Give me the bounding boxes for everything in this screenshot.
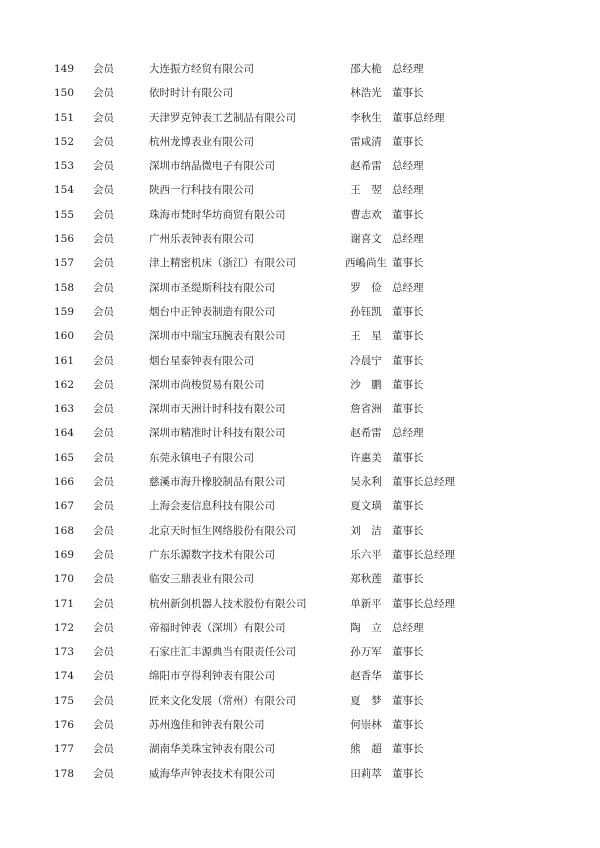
member-type: 会员 bbox=[93, 767, 114, 780]
table-row bbox=[0, 567, 600, 591]
member-type: 会员 bbox=[93, 378, 114, 391]
representative-title: 董事长 bbox=[392, 743, 424, 756]
member-number: 157 bbox=[54, 257, 75, 270]
table-row bbox=[0, 397, 600, 421]
representative-name: 西嶋尚生 bbox=[345, 257, 387, 270]
member-number: 174 bbox=[54, 670, 75, 683]
member-number: 153 bbox=[54, 160, 75, 173]
member-type: 会员 bbox=[93, 621, 114, 634]
representative-title: 董事长 bbox=[392, 451, 424, 464]
member-number: 176 bbox=[54, 719, 75, 732]
member-type: 会员 bbox=[93, 451, 114, 464]
table-row bbox=[0, 106, 600, 130]
company-name: 广东乐源数字技术有限公司 bbox=[149, 548, 275, 561]
member-type: 会员 bbox=[93, 208, 114, 221]
representative-name: 孙钰凯 bbox=[350, 305, 382, 318]
representative-name: 夏 梦 bbox=[350, 694, 382, 707]
member-type: 会员 bbox=[93, 63, 114, 75]
table-row bbox=[0, 81, 600, 105]
company-name: 陕西一行科技有限公司 bbox=[149, 184, 254, 197]
member-number: 178 bbox=[54, 767, 75, 780]
member-number: 172 bbox=[54, 621, 75, 634]
representative-title: 总经理 bbox=[392, 233, 424, 246]
member-number: 170 bbox=[54, 573, 75, 586]
representative-title: 董事长 bbox=[392, 208, 424, 221]
table-row bbox=[0, 640, 600, 664]
member-number: 177 bbox=[54, 743, 75, 756]
company-name: 烟台星泰钟表有限公司 bbox=[149, 354, 254, 367]
company-name: 深圳市天洲计时科技有限公司 bbox=[149, 403, 286, 416]
member-type: 会员 bbox=[93, 281, 114, 294]
table-row bbox=[0, 300, 600, 324]
representative-title: 董事长 bbox=[392, 524, 424, 537]
company-name: 东莞永镇电子有限公司 bbox=[149, 451, 254, 464]
company-name: 帝福时钟表（深圳）有限公司 bbox=[149, 621, 286, 634]
member-type: 会员 bbox=[93, 548, 114, 561]
representative-title: 总经理 bbox=[392, 621, 424, 634]
member-type: 会员 bbox=[93, 160, 114, 173]
company-name: 临安三鼎表业有限公司 bbox=[149, 573, 254, 586]
representative-name: 熊 超 bbox=[350, 743, 382, 756]
member-number: 163 bbox=[54, 403, 75, 416]
table-row bbox=[0, 664, 600, 688]
table-row bbox=[0, 470, 600, 494]
member-type: 会员 bbox=[93, 719, 114, 732]
representative-title: 董事长 bbox=[392, 330, 424, 343]
member-number: 156 bbox=[54, 233, 75, 246]
company-name: 天津罗克钟表工艺制品有限公司 bbox=[149, 111, 296, 124]
table-row bbox=[0, 349, 600, 373]
member-number: 160 bbox=[54, 330, 75, 343]
member-type: 会员 bbox=[93, 257, 114, 270]
representative-title: 董事长 bbox=[392, 354, 424, 367]
table-row bbox=[0, 276, 600, 300]
representative-title: 董事长总经理 bbox=[392, 476, 455, 489]
table-row bbox=[0, 57, 600, 81]
company-name: 慈溪市海升橡胶制品有限公司 bbox=[149, 476, 286, 489]
member-type: 会员 bbox=[93, 87, 114, 100]
company-name: 湖南华美珠宝钟表有限公司 bbox=[149, 743, 275, 756]
representative-name: 赵香华 bbox=[350, 670, 382, 683]
member-type: 会员 bbox=[93, 573, 114, 586]
representative-title: 董事长 bbox=[392, 87, 424, 100]
member-type: 会员 bbox=[93, 646, 114, 659]
representative-title: 董事长 bbox=[392, 135, 424, 148]
representative-title: 董事长 bbox=[392, 719, 424, 732]
representative-name: 孙万军 bbox=[350, 646, 382, 659]
table-row bbox=[0, 178, 600, 202]
representative-name: 乐六平 bbox=[350, 548, 382, 561]
representative-title: 董事长 bbox=[392, 767, 424, 780]
representative-name: 王 翌 bbox=[350, 184, 382, 197]
table-row bbox=[0, 592, 600, 616]
representative-name: 罗 俭 bbox=[350, 281, 382, 294]
member-type: 会员 bbox=[93, 111, 114, 124]
table-row bbox=[0, 227, 600, 251]
representative-name: 林浩光 bbox=[350, 87, 382, 100]
table-row bbox=[0, 154, 600, 178]
table-row bbox=[0, 689, 600, 713]
representative-title: 董事长 bbox=[392, 646, 424, 659]
member-type: 会员 bbox=[93, 330, 114, 343]
representative-title: 总经理 bbox=[392, 184, 424, 197]
representative-title: 董事长总经理 bbox=[392, 597, 455, 610]
member-type: 会员 bbox=[93, 524, 114, 537]
table-row bbox=[0, 446, 600, 470]
company-name: 上海会麦信息科技有限公司 bbox=[149, 500, 275, 513]
representative-name: 李秋生 bbox=[350, 111, 382, 124]
member-number: 159 bbox=[54, 305, 75, 318]
company-name: 深圳市中瑞宝珏腕表有限公司 bbox=[149, 330, 286, 343]
member-type: 会员 bbox=[93, 354, 114, 367]
company-name: 深圳市尚梭贸易有限公司 bbox=[149, 378, 265, 391]
representative-name: 许惠美 bbox=[350, 451, 382, 464]
representative-title: 董事长 bbox=[392, 670, 424, 683]
table-row bbox=[0, 494, 600, 518]
representative-name: 刘 洁 bbox=[350, 524, 382, 537]
member-type: 会员 bbox=[93, 476, 114, 489]
representative-name: 谢喜文 bbox=[350, 233, 382, 246]
member-number: 167 bbox=[54, 500, 75, 513]
representative-name: 何崇林 bbox=[350, 719, 382, 732]
member-type: 会员 bbox=[93, 403, 114, 416]
representative-name: 赵希雷 bbox=[350, 427, 382, 440]
table-row bbox=[0, 737, 600, 761]
member-number: 161 bbox=[54, 354, 75, 367]
table-row bbox=[0, 130, 600, 154]
representative-name: 詹省洲 bbox=[350, 403, 382, 416]
representative-name: 单新平 bbox=[350, 597, 382, 610]
representative-name: 夏文璜 bbox=[350, 500, 382, 513]
member-number: 164 bbox=[54, 427, 75, 440]
representative-name: 吴永利 bbox=[350, 476, 382, 489]
member-type: 会员 bbox=[93, 184, 114, 197]
representative-name: 雷咸清 bbox=[350, 135, 382, 148]
company-name: 珠海市梵时华坊商贸有限公司 bbox=[149, 208, 286, 221]
representative-name: 冷晨宁 bbox=[350, 354, 382, 367]
member-table bbox=[0, 57, 600, 786]
representative-title: 总经理 bbox=[392, 281, 424, 294]
representative-title: 董事长 bbox=[392, 305, 424, 318]
member-number: 162 bbox=[54, 378, 75, 391]
company-name: 苏州逸佳和钟表有限公司 bbox=[149, 719, 265, 732]
member-number: 152 bbox=[54, 135, 75, 148]
table-row bbox=[0, 324, 600, 348]
company-name: 深圳市纳晶微电子有限公司 bbox=[149, 160, 275, 173]
company-name: 烟台中正钟表制造有限公司 bbox=[149, 305, 275, 318]
representative-title: 董事总经理 bbox=[392, 111, 445, 124]
member-type: 会员 bbox=[93, 743, 114, 756]
member-type: 会员 bbox=[93, 597, 114, 610]
representative-title: 董事长总经理 bbox=[392, 548, 455, 561]
table-row bbox=[0, 373, 600, 397]
member-number: 149 bbox=[54, 63, 75, 75]
representative-name: 邵大桅 bbox=[350, 63, 382, 75]
member-type: 会员 bbox=[93, 233, 114, 246]
representative-name: 郑秋莲 bbox=[350, 573, 382, 586]
member-number: 158 bbox=[54, 281, 75, 294]
member-number: 155 bbox=[54, 208, 75, 221]
table-row bbox=[0, 543, 600, 567]
member-type: 会员 bbox=[93, 694, 114, 707]
representative-title: 董事长 bbox=[392, 694, 424, 707]
representative-name: 王 星 bbox=[350, 330, 382, 343]
company-name: 绵阳市亨得利钟表有限公司 bbox=[149, 670, 275, 683]
table-row bbox=[0, 421, 600, 445]
member-number: 171 bbox=[54, 597, 75, 610]
table-row bbox=[0, 203, 600, 227]
table-row bbox=[0, 616, 600, 640]
representative-name: 陶 立 bbox=[350, 621, 382, 634]
company-name: 津上精密机床（浙江）有限公司 bbox=[149, 257, 296, 270]
representative-title: 董事长 bbox=[392, 257, 424, 270]
table-row bbox=[0, 713, 600, 737]
company-name: 北京天时恒生网络股份有限公司 bbox=[149, 524, 296, 537]
company-name: 深圳市圣缇斯科技有限公司 bbox=[149, 281, 275, 294]
table-row bbox=[0, 762, 600, 786]
representative-title: 总经理 bbox=[392, 427, 424, 440]
member-type: 会员 bbox=[93, 670, 114, 683]
company-name: 深圳市精准时计科技有限公司 bbox=[149, 427, 286, 440]
table-row bbox=[0, 251, 600, 275]
table-row bbox=[0, 519, 600, 543]
representative-title: 总经理 bbox=[392, 160, 424, 173]
member-type: 会员 bbox=[93, 135, 114, 148]
company-name: 广州乐表钟表有限公司 bbox=[149, 233, 254, 246]
representative-title: 董事长 bbox=[392, 378, 424, 391]
representative-name: 赵希雷 bbox=[350, 160, 382, 173]
company-name: 杭州新剑机器人技术股份有限公司 bbox=[149, 597, 307, 610]
representative-title: 董事长 bbox=[392, 403, 424, 416]
company-name: 大连振方经贸有限公司 bbox=[149, 63, 254, 75]
member-number: 168 bbox=[54, 524, 75, 537]
company-name: 威海华声钟表技术有限公司 bbox=[149, 767, 275, 780]
member-number: 166 bbox=[54, 476, 75, 489]
member-number: 154 bbox=[54, 184, 75, 197]
member-number: 165 bbox=[54, 451, 75, 464]
member-number: 151 bbox=[54, 111, 75, 124]
member-number: 175 bbox=[54, 694, 75, 707]
representative-title: 董事长 bbox=[392, 500, 424, 513]
representative-name: 曹志欢 bbox=[350, 208, 382, 221]
representative-title: 董事长 bbox=[392, 573, 424, 586]
member-number: 169 bbox=[54, 548, 75, 561]
representative-title: 总经理 bbox=[392, 63, 424, 75]
company-name: 依时时计有限公司 bbox=[149, 87, 233, 100]
company-name: 石家庄汇丰源典当有限责任公司 bbox=[149, 646, 296, 659]
member-type: 会员 bbox=[93, 427, 114, 440]
member-type: 会员 bbox=[93, 305, 114, 318]
company-name: 匠来文化发展（常州）有限公司 bbox=[149, 694, 296, 707]
representative-name: 沙 鹏 bbox=[350, 378, 382, 391]
representative-name: 田莉萃 bbox=[350, 767, 382, 780]
member-number: 173 bbox=[54, 646, 75, 659]
member-type: 会员 bbox=[93, 500, 114, 513]
company-name: 杭州龙博表业有限公司 bbox=[149, 135, 254, 148]
member-number: 150 bbox=[54, 87, 75, 100]
